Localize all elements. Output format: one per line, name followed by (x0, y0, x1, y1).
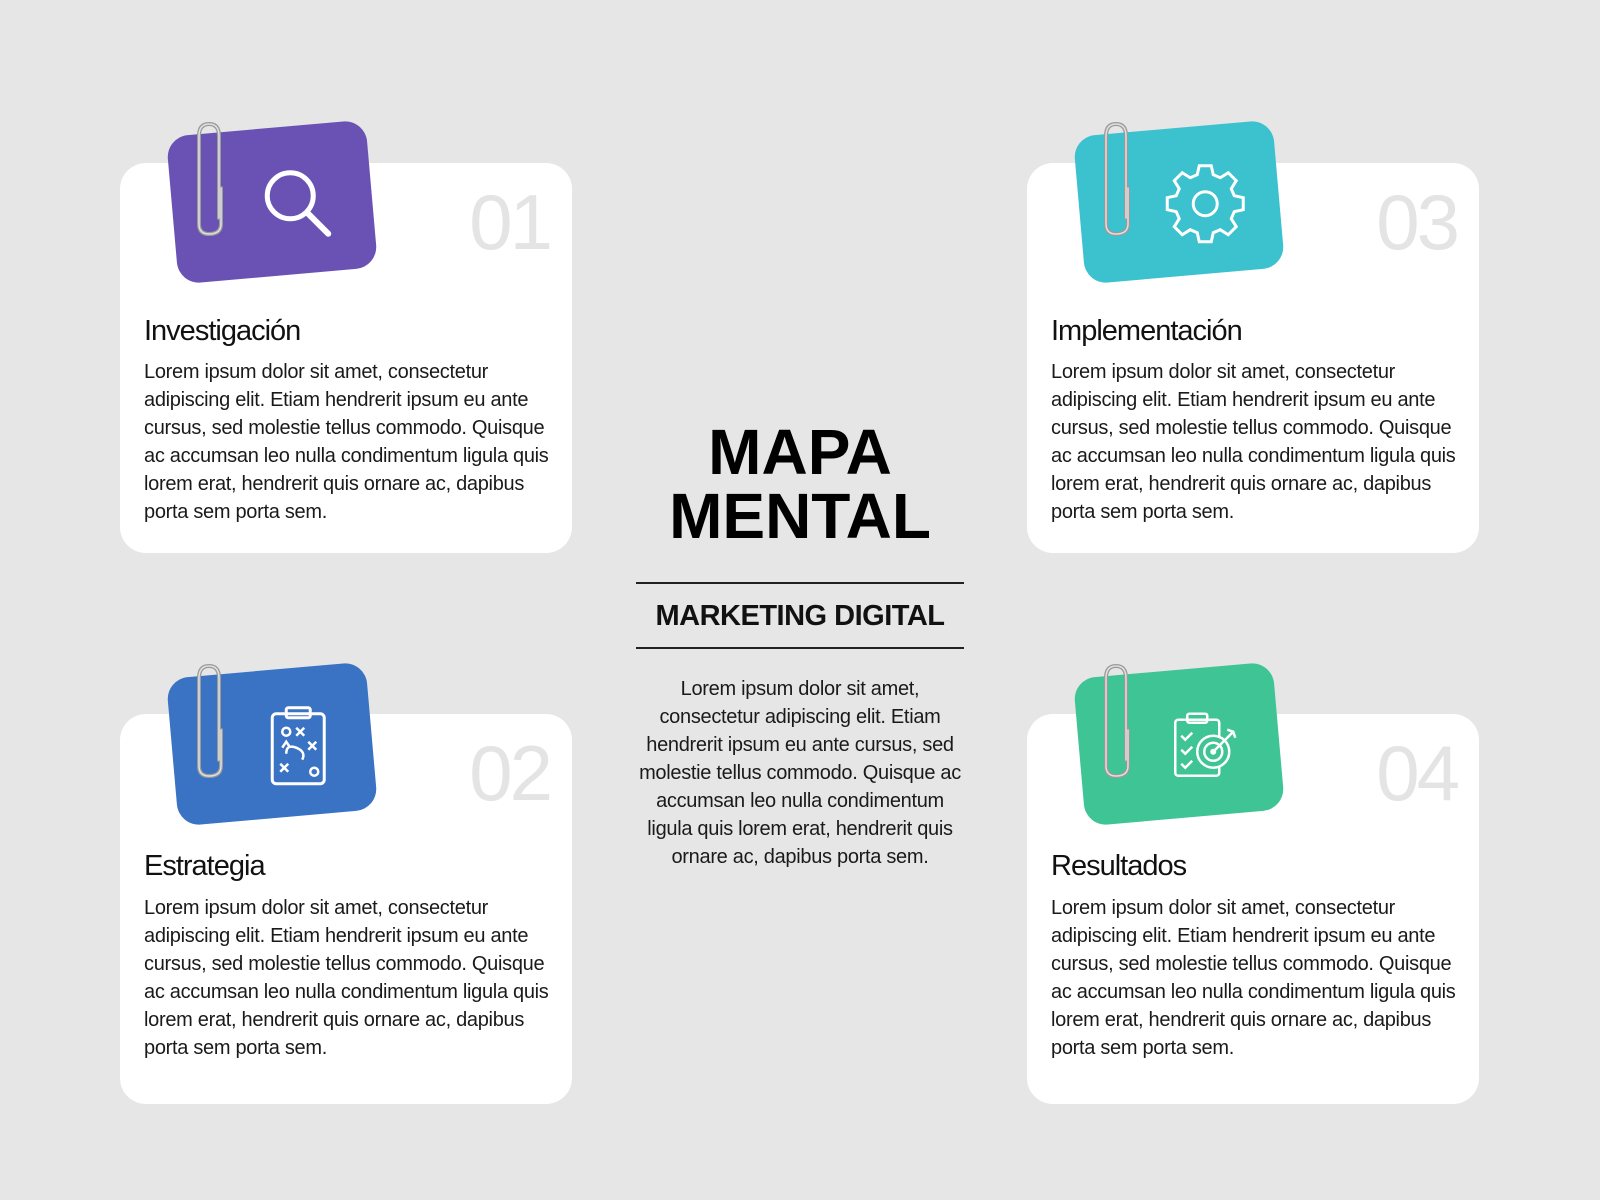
card-body: Lorem ipsum dolor sit amet, consectetur adipiscing elit. Etiam hendrerit ipsum eu ante cursus, sed molestie tellus commodo. Quisque ac accumsan leo nulla condimentum ligula quis lorem erat, hendrerit quis ornare ac, dapibus porta sem porta sem. (1051, 361, 1456, 523)
card-number: 03 (1376, 178, 1457, 266)
subtitle: MARKETING DIGITAL (655, 600, 945, 632)
center-body: Lorem ipsum dolor sit amet, consectetur adipiscing elit. Etiam hendrerit ipsum eu ante cursus, sed molestie tellus commodo. Quisque ac accumsan leo nulla condimentum ligula quis lorem erat, hendrerit quis ornare ac, dapibus porta sem. (639, 678, 961, 868)
card-title: Investigación (144, 315, 301, 347)
card-body: Lorem ipsum dolor sit amet, consectetur adipiscing elit. Etiam hendrerit ipsum eu ante cursus, sed molestie tellus commodo. Quisque ac accumsan leo nulla condimentum ligula quis lorem erat, hendrerit quis ornare ac, dapibus porta sem porta sem. (1051, 897, 1456, 1059)
card-number: 01 (469, 178, 550, 266)
main-title-line2: MENTAL (669, 480, 931, 552)
paperclip-icon (191, 118, 231, 238)
card-title: Resultados (1051, 850, 1187, 882)
strategy-clipboard-icon (256, 704, 340, 788)
divider-bottom (636, 647, 964, 649)
paperclip-icon (1098, 660, 1138, 780)
target-checklist-icon (1163, 704, 1247, 788)
card-title: Implementación (1051, 315, 1242, 347)
card-title: Estrategia (144, 850, 265, 882)
card-body: Lorem ipsum dolor sit amet, consectetur adipiscing elit. Etiam hendrerit ipsum eu ante cursus, sed molestie tellus commodo. Quisque ac accumsan leo nulla condimentum ligula quis lorem erat, hendrerit quis ornare ac, dapibus porta sem porta sem. (144, 361, 549, 523)
paperclip-icon (191, 660, 231, 780)
card-number: 04 (1376, 729, 1457, 817)
search-icon (256, 162, 340, 246)
card-number: 02 (469, 729, 550, 817)
paperclip-icon (1098, 118, 1138, 238)
gear-icon (1163, 162, 1247, 246)
card-body: Lorem ipsum dolor sit amet, consectetur adipiscing elit. Etiam hendrerit ipsum eu ante cursus, sed molestie tellus commodo. Quisque ac accumsan leo nulla condimentum ligula quis lorem erat, hendrerit quis ornare ac, dapibus porta sem porta sem. (144, 897, 549, 1059)
center-block (636, 416, 964, 871)
main-title-line1: MAPA (708, 416, 892, 488)
